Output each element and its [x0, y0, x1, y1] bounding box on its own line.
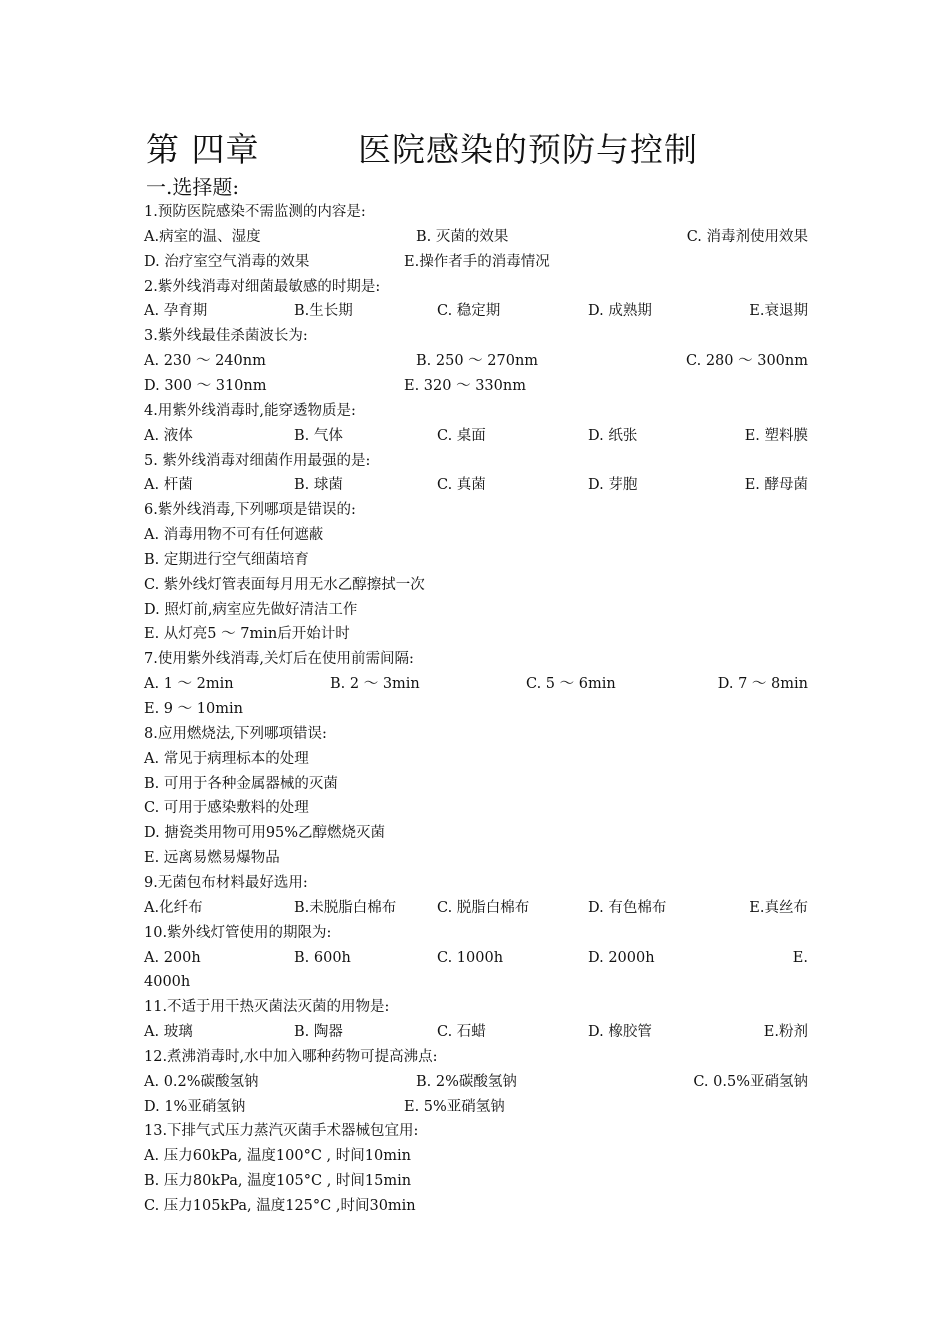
- answer-option: E. 9 ～ 10min: [144, 701, 243, 717]
- question-text: 1.预防医院感染不需监测的内容是:: [144, 204, 366, 220]
- answer-option: B. 压力80kPa, 温度105°C , 时间15min: [144, 1173, 412, 1190]
- answer-option: D. 橡胶管: [588, 1024, 652, 1041]
- answer-option: B. 陶器: [294, 1024, 343, 1041]
- question-stem: [144, 449, 808, 473]
- answer-option: E.真丝布: [749, 899, 808, 916]
- section-title: 一.选择题:: [146, 175, 240, 199]
- option-row: [144, 970, 808, 994]
- answer-option: B. 气体: [294, 427, 343, 444]
- question-text: 3.紫外线最佳杀菌波长为:: [144, 328, 308, 345]
- option-row: [144, 747, 808, 771]
- answer-option: B. 250 ～ 270nm: [416, 353, 539, 370]
- answer-option: B.未脱脂白棉布: [294, 899, 397, 916]
- answer-option: A. 压力60kPa, 温度100°C , 时间10min: [144, 1148, 411, 1165]
- question-stem: [144, 995, 808, 1019]
- question-text: 2.紫外线消毒对细菌最敏感的时期是:: [144, 278, 381, 295]
- question-text: 5. 紫外线消毒对细菌作用最强的是:: [144, 452, 371, 469]
- answer-option: B. 球菌: [294, 477, 343, 494]
- option-row: [144, 846, 808, 870]
- question-text: 4.用紫外线消毒时,能穿透物质是:: [144, 402, 356, 419]
- answer-option: E. 远离易燃易爆物品: [144, 850, 280, 867]
- chapter-title: [146, 128, 698, 172]
- answer-option: C. 消毒剂使用效果: [686, 228, 808, 245]
- answer-option: C. 压力105kPa, 温度125°C ,时间30min: [144, 1198, 416, 1214]
- answer-option: B. 可用于各种金属器械的灭菌: [144, 775, 338, 792]
- option-row: [144, 946, 808, 970]
- option-row: [144, 1194, 808, 1218]
- answer-option: D. 300 ～ 310nm: [144, 377, 267, 394]
- answer-option: E.操作者手的消毒情况: [404, 253, 550, 270]
- answer-option: A. 常见于病理标本的处理: [144, 750, 309, 767]
- answer-option: A. 液体: [144, 427, 193, 444]
- option-row: [144, 523, 808, 547]
- option-row: [144, 821, 808, 845]
- option-row: [144, 374, 808, 398]
- answer-option: D. 照灯前,病室应先做好清洁工作: [144, 601, 358, 618]
- answer-option: A. 孕育期: [144, 303, 208, 320]
- option-row: [144, 896, 808, 920]
- chapter-number: 第 四章: [146, 130, 260, 169]
- answer-option: A. 1 ～ 2min: [144, 676, 234, 693]
- option-row: [144, 1020, 808, 1044]
- answer-option: B.生长期: [294, 303, 353, 320]
- option-row: [144, 548, 808, 572]
- question-stem: [144, 275, 808, 299]
- question-text: 6.紫外线消毒,下列哪项是错误的:: [144, 502, 356, 519]
- option-row: [144, 796, 808, 820]
- question-stem: [144, 871, 808, 895]
- option-row: [144, 622, 808, 646]
- answer-option: E. 塑料膜: [744, 427, 808, 444]
- answer-option: A. 200h: [144, 949, 201, 966]
- question-stem: [144, 498, 808, 522]
- answer-option: D. 有色棉布: [588, 899, 667, 916]
- answer-option: B. 2%碳酸氢钠: [416, 1073, 517, 1090]
- option-row: [144, 697, 808, 721]
- answer-option: B. 定期进行空气细菌培育: [144, 551, 309, 568]
- question-text: 10.紫外线灯管使用的期限为:: [144, 924, 332, 941]
- answer-option: 4000h: [144, 974, 191, 991]
- answer-option: A. 杆菌: [144, 477, 193, 494]
- question-text: 8.应用燃烧法,下列哪项错误:: [144, 725, 327, 742]
- option-row: [144, 225, 808, 249]
- option-row: [144, 424, 808, 448]
- answer-option: E. 从灯亮5 ～ 7min后开始计时: [144, 626, 350, 643]
- question-text: 11.不适于用干热灭菌法灭菌的用物是:: [144, 999, 390, 1016]
- answer-option: C. 桌面: [437, 427, 486, 444]
- question-stem: [144, 324, 808, 348]
- question-stem: [144, 647, 808, 671]
- answer-option: B. 2 ～ 3min: [330, 676, 420, 693]
- answer-option: A. 消毒用物不可有任何遮蔽: [144, 527, 324, 544]
- option-row: [144, 772, 808, 796]
- answer-option: D. 1%亚硝氢钠: [144, 1098, 246, 1115]
- question-stem: [144, 921, 808, 945]
- option-row: [144, 672, 808, 696]
- answer-option: C. 稳定期: [437, 303, 501, 320]
- option-row: [144, 299, 808, 323]
- answer-option: B. 600h: [294, 949, 351, 966]
- question-text: 9.无菌包布材料最好选用:: [144, 874, 308, 891]
- answer-option: D. 2000h: [588, 949, 655, 966]
- answer-option: C. 可用于感染敷料的处理: [144, 800, 309, 817]
- answer-option: D. 纸张: [588, 427, 638, 444]
- option-row: [144, 1144, 808, 1168]
- question-stem: [144, 722, 808, 746]
- question-text: 7.使用紫外线消毒,关灯后在使用前需间隔:: [144, 651, 414, 668]
- question-stem: [144, 200, 808, 224]
- answer-option: A.病室的温、湿度: [144, 228, 261, 245]
- answer-option: E.衰退期: [749, 303, 808, 320]
- option-row: [144, 1095, 808, 1119]
- answer-option: E. 320 ～ 330nm: [404, 377, 526, 394]
- option-row: [144, 1169, 808, 1193]
- question-stem: [144, 399, 808, 423]
- option-row: [144, 573, 808, 597]
- answer-option: C. 脱脂白棉布: [437, 899, 530, 916]
- answer-option: C. 石蜡: [437, 1024, 486, 1041]
- answer-option: B. 灭菌的效果: [416, 228, 509, 245]
- option-row: [144, 250, 808, 274]
- answer-option: C. 280 ～ 300nm: [686, 353, 808, 370]
- option-row: [144, 1070, 808, 1094]
- answer-option: A. 0.2%碳酸氢钠: [144, 1073, 259, 1090]
- answer-option: C. 1000h: [437, 949, 504, 966]
- answer-option: E.: [792, 949, 808, 966]
- answer-option: A. 玻璃: [144, 1024, 193, 1041]
- answer-option: E.粉剂: [763, 1024, 808, 1041]
- answer-option: D. 成熟期: [588, 303, 652, 320]
- question-stem: [144, 1119, 808, 1143]
- answer-option: A. 230 ～ 240nm: [144, 353, 266, 370]
- option-row: [144, 598, 808, 622]
- answer-option: D. 治疗室空气消毒的效果: [144, 253, 310, 270]
- question-text: 13.下排气式压力蒸汽灭菌手术器械包宜用:: [144, 1123, 419, 1140]
- answer-option: A.化纤布: [144, 899, 203, 916]
- option-row: [144, 473, 808, 497]
- answer-option: E. 酵母菌: [744, 477, 808, 494]
- question-stem: [144, 1045, 808, 1069]
- question-text: 12.煮沸消毒时,水中加入哪种药物可提高沸点:: [144, 1048, 438, 1065]
- answer-option: C. 0.5%亚硝氢钠: [693, 1073, 808, 1090]
- chapter-name: 医院感染的预防与控制: [358, 130, 698, 169]
- answer-option: C. 紫外线灯管表面每月用无水乙醇擦拭一次: [144, 576, 425, 593]
- answer-option: D. 7 ～ 8min: [717, 676, 808, 693]
- answer-option: C. 5 ～ 6min: [526, 676, 616, 693]
- answer-option: E. 5%亚硝氢钠: [404, 1098, 505, 1115]
- answer-option: C. 真菌: [437, 477, 486, 494]
- answer-option: D. 搪瓷类用物可用95%乙醇燃烧灭菌: [144, 825, 386, 842]
- option-row: [144, 349, 808, 373]
- answer-option: D. 芽胞: [588, 477, 638, 494]
